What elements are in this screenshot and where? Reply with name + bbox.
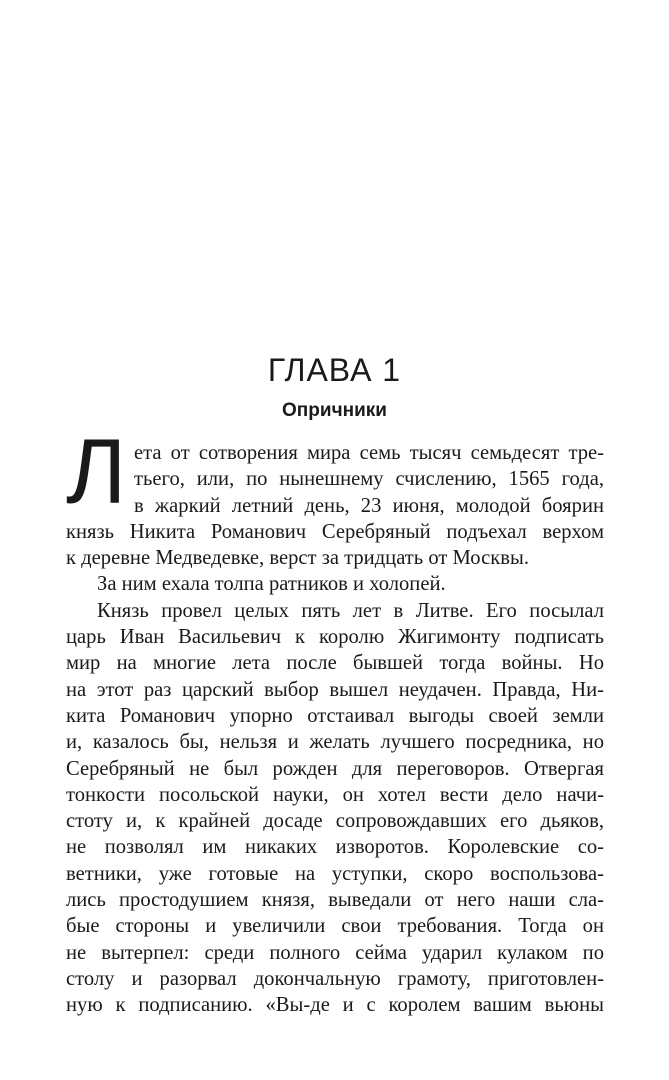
- text-line: столу и разорвал докончальную грамоту, приготовлен-: [66, 967, 604, 990]
- text-line: Серебряный не был рожден для переговоров. Отвергая: [66, 757, 604, 780]
- drop-cap: Л: [66, 421, 127, 523]
- text-line: стоту и, к крайней досаде сопровождавших его дьяков,: [66, 810, 604, 833]
- text-line: лись простодушием князя, выведали от него наши сла-: [66, 889, 604, 912]
- text-line: царь Иван Васильевич к королю Жигимонту подписать: [66, 626, 604, 649]
- body-text: [66, 421, 604, 1019]
- text-line: тьего, или, по нынешнему счислению, 1565 года,: [134, 468, 604, 491]
- text-line: кита Романович упорно отстаивал выгоды своей земли: [66, 704, 604, 727]
- text-line: бые стороны и увеличили свои требования. Тогда он: [66, 915, 604, 938]
- text-line: не позволял им никаких изворотов. Королевские со-: [66, 836, 604, 859]
- text-line: ную к подписанию. «Вы-де и с королем вашим вьюны: [66, 994, 604, 1017]
- text-line: на этот раз царский выбор вышел неудачен. Правда, Ни-: [66, 678, 604, 701]
- text-line: За ним ехала толпа ратников и холопей.: [97, 573, 446, 596]
- text-line: ветники, уже готовые на уступки, скоро воспользова-: [66, 862, 604, 885]
- text-line: мир на многие лета после бывшей тогда войны. Но: [66, 652, 604, 675]
- text-line: не вытерпел: среди полного сейма ударил кулаком по: [66, 941, 604, 964]
- text-line: в жаркий летний день, 23 июня, молодой боярин: [134, 494, 604, 517]
- text-line: князь Никита Романович Серебряный подъехал верхом: [66, 520, 604, 543]
- text-line: тонкости посольской науки, он хотел вести дело начи-: [66, 783, 604, 806]
- text-line: и, казалось бы, нельзя и желать лучшего посредника, но: [66, 731, 604, 754]
- text-line: Князь провел целых пять лет в Литве. Его посылал: [97, 599, 604, 622]
- chapter-subtitle: Опричники: [282, 400, 387, 421]
- text-line: к деревне Медведевке, верст за тридцать от Москвы.: [66, 547, 529, 570]
- text-line: ета от сотворения мира семь тысяч семьдесят тре-: [134, 442, 604, 464]
- chapter-title: ГЛАВА 1: [267, 352, 402, 388]
